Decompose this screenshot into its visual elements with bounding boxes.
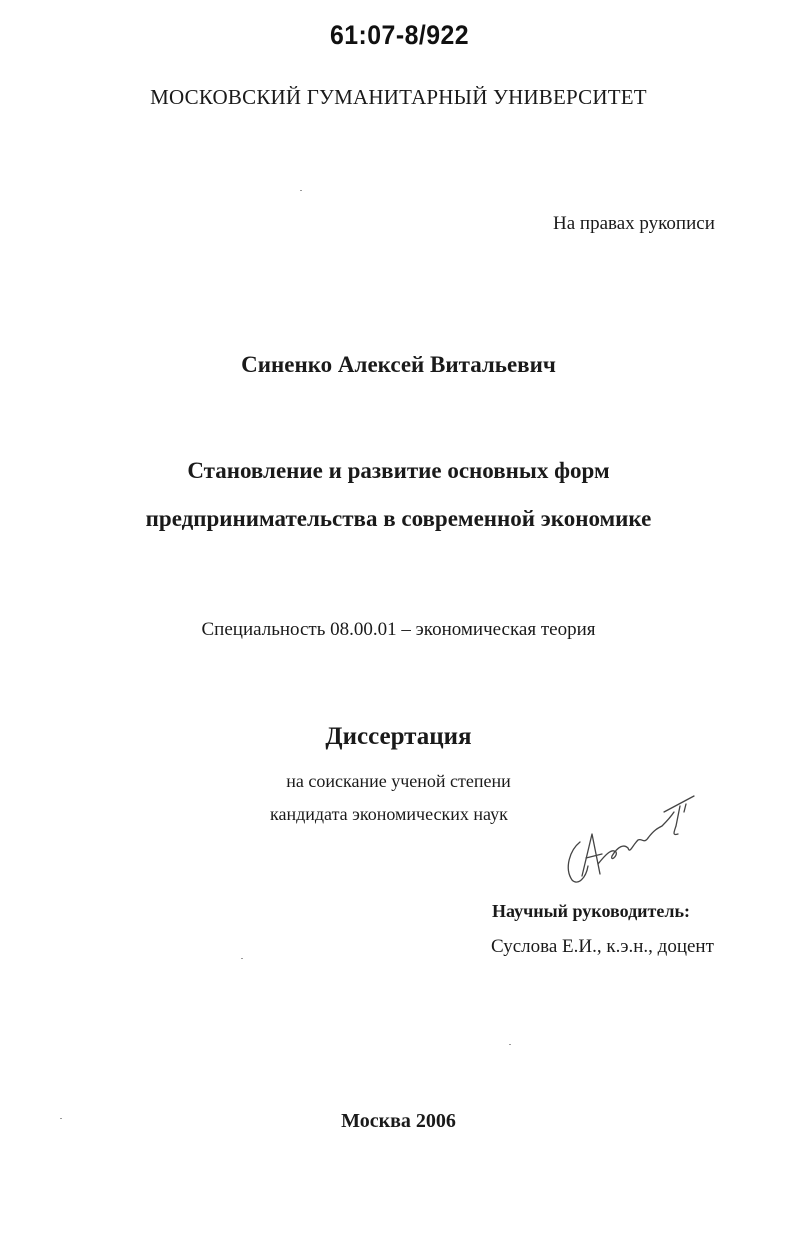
thesis-title-line-2: предпринимательства в современной экономике bbox=[145, 506, 652, 531]
supervisor-label: Научный руководитель: bbox=[492, 901, 690, 921]
document-type: Диссертация bbox=[325, 723, 472, 750]
city-year: Москва 2006 bbox=[341, 1110, 456, 1132]
signature-stroke-8 bbox=[684, 804, 686, 812]
scan-speck bbox=[509, 1044, 511, 1045]
degree-line-2: кандидата экономических наук bbox=[270, 804, 508, 824]
specialty: Специальность 08.00.01 – экономическая теория bbox=[201, 619, 596, 640]
rights-note: На правах рукописи bbox=[553, 213, 715, 234]
scan-speck bbox=[241, 958, 243, 959]
archive-stamp-code: 61:07-8/922 bbox=[330, 20, 470, 50]
thesis-title-line-1: Становление и развитие основных форм bbox=[187, 458, 610, 483]
supervisor-name: Суслова Е.И., к.э.н., доцент bbox=[491, 936, 714, 957]
degree-line-1: на соискание ученой степени bbox=[286, 771, 511, 791]
author-name: Синенко Алексей Витальевич bbox=[241, 352, 556, 377]
signature-stroke-5 bbox=[648, 812, 674, 838]
handwritten-signature bbox=[558, 782, 708, 892]
signature-stroke-3 bbox=[586, 854, 602, 858]
signature-stroke-7 bbox=[674, 806, 680, 835]
university-name: МОСКОВСКИЙ ГУМАНИТАРНЫЙ УНИВЕРСИТЕТ bbox=[150, 85, 647, 109]
signature-stroke-4 bbox=[598, 838, 648, 864]
scan-speck bbox=[300, 190, 302, 191]
scan-speck bbox=[60, 1118, 62, 1119]
